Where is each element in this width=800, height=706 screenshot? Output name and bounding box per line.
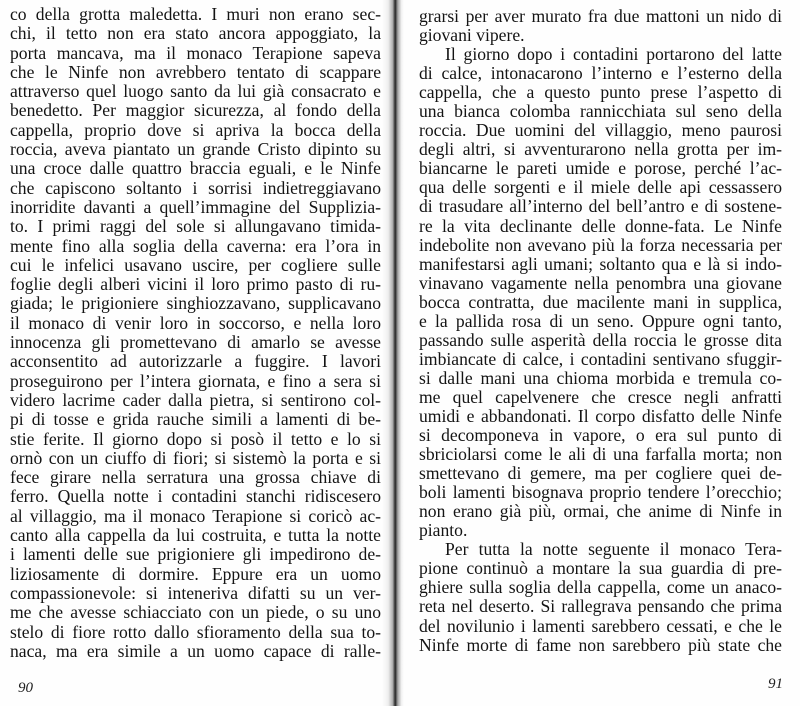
text-line: roccia. Due uomini del villaggio, meno paurosi xyxy=(419,121,782,141)
text-line: ghiere sulla soglia della cappella, come un anaco- xyxy=(419,578,782,598)
text-line: qua delle sorgenti e il miele delle api cessassero xyxy=(419,178,782,198)
page-number: 91 xyxy=(768,676,783,692)
text-line: Per tutta la notte seguente il monaco Tera- xyxy=(445,540,782,560)
text-line: re la vita declinante delle donne-fata. Le Ninfe xyxy=(419,216,782,236)
text-line: fece girare nella serratura una grossa chiave di xyxy=(10,468,381,488)
text-line: pi di tosse e grida rauche simili a lamenti di be- xyxy=(10,410,381,430)
text-line: indebolite non avevano più la forza necessaria per xyxy=(419,235,782,255)
text-line: grarsi per aver murato fra due mattoni un nido di xyxy=(419,7,782,26)
text-line: e la pallida rosa di un seno. Oppure ogni tanto, xyxy=(419,311,782,331)
text-line: cappella, che a questo punto prese l’aspetto di xyxy=(419,83,782,103)
text-line: di calce, intonacarono l’interno e l’esterno della xyxy=(419,64,782,84)
text-line: di trasudare all’interno del bell’antro e di sostene- xyxy=(419,197,782,217)
text-line: manifestarsi agli umani; soltanto qua e là si indo- xyxy=(419,254,782,274)
text-line: una croce dalle quattro braccia eguali, e le Ninfe xyxy=(10,159,381,179)
text-line: ferro. Quella notte i contadini stanchi ridiscesero xyxy=(10,487,381,507)
text-line: benedetto. Per maggior sicurezza, al fondo della xyxy=(10,101,381,121)
text-line: passando sulle asperità della roccia le grosse dita xyxy=(419,330,782,350)
text-line: giada; le prigioniere singhiozzavano, supplicavano xyxy=(10,294,381,314)
text-line: boli lamenti bisognava proprio tendere l’orecchio; xyxy=(419,483,782,503)
text-line: Il giorno dopo i contadini portarono del latte xyxy=(445,45,782,65)
text-line: che capiscono soltanto i sorrisi indietreggiavano xyxy=(10,178,381,198)
text-line: pianto. xyxy=(419,521,468,541)
text-line: cappella, proprio dove si apriva la bocca della xyxy=(10,120,381,140)
text-line: sbriciolarsi come le ali di una farfalla morta; non xyxy=(419,445,782,465)
text-line: imbiancate di calce, i contadini sentivano sfuggir- xyxy=(419,349,782,369)
text-line: innocenza gli promettevano di amarlo se avesse xyxy=(10,333,381,353)
text-line: proseguirono per l’intera giornata, e fino a sera si xyxy=(10,371,381,391)
text-line: acconsentito ad autorizzarle a fuggire. I lavori xyxy=(10,352,381,372)
page-number: 90 xyxy=(18,680,33,696)
text-line: foglie degli alberi vicini il loro primo pasto di ru- xyxy=(10,275,381,295)
text-line: me che avesse schiacciato con un piede, o su uno xyxy=(10,603,381,623)
right-page xyxy=(398,0,800,706)
text-line: non erano già più, ormai, che anime di Ninfe in xyxy=(419,502,782,522)
text-line: ornò con un ciuffo di fiori; si sistemò la porta e si xyxy=(10,448,381,468)
text-line: biancarne le pareti umide e porose, perché l’ac- xyxy=(419,159,782,179)
text-line: stie ferite. Il giorno dopo si posò il tetto e lo si xyxy=(10,429,381,449)
text-line: canto alla cappella da lui costruita, e tutta la notte xyxy=(10,526,381,546)
text-line: porta mancava, ma il monaco Terapione sapeva xyxy=(10,43,381,63)
text-line: si decomponeva in vapore, o era sul punto di xyxy=(419,426,782,446)
text-line: attraverso quel luogo santo da lui già consacrato e xyxy=(10,82,381,102)
page-text xyxy=(10,5,381,661)
text-line: videro lacrime cader dalla pietra, si sentirono col- xyxy=(10,390,381,410)
text-line: bocca contratta, due macilente mani in supplica, xyxy=(419,292,782,312)
text-line: degli altri, si avventurarono nella grotta per im- xyxy=(419,140,782,160)
text-line: giovani vipere. xyxy=(419,26,525,46)
text-line: umidi e abbandonati. Il corpo disfatto delle Ninfe xyxy=(419,406,782,426)
text-line: roccia, aveva piantato un grande Cristo dipinto su xyxy=(10,140,381,160)
text-line: che le Ninfe non avrebbero tentato di scappare xyxy=(10,62,381,82)
text-line: chi, il tetto non era stato ancora appoggiato, la xyxy=(10,24,381,44)
text-line: naca, ma era simile a un uomo capace di ralle- xyxy=(10,641,381,661)
text-line: il monaco di venir loro in soccorso, e nella loro xyxy=(10,313,381,333)
text-line: una bianca colomba rannicchiata sul seno della xyxy=(419,102,782,122)
text-line: liziosamente di dormire. Eppure era un uomo xyxy=(10,564,381,584)
text-line: me quel capelvenere che cresce negli anfratti xyxy=(419,387,782,407)
text-line: al villaggio, ma il monaco Terapione si coricò ac- xyxy=(10,506,381,526)
text-line: cui le infelici usavano uscire, per cogliere sulle xyxy=(10,255,381,275)
text-line: smettevano di gemere, ma per cogliere quei de- xyxy=(419,464,782,484)
text-line: vinavano vagamente nella penombra una giovane xyxy=(419,273,782,293)
text-line: to. I primi raggi del sole si allungavano timida- xyxy=(10,217,381,237)
text-line: inorridite davanti a quell’immagine del Supplizia- xyxy=(10,197,381,217)
left-page xyxy=(0,0,392,706)
text-line: pione continuò a montare la sua guardia di pre- xyxy=(419,559,782,579)
text-line: compassionevole: si inteneriva difatti su un ver- xyxy=(10,583,381,603)
text-line: co della grotta maledetta. I muri non erano sec- xyxy=(10,5,381,24)
text-line: mente fino alla soglia della caverna: era l’ora in xyxy=(10,236,381,256)
page-text xyxy=(419,7,782,655)
text-line: reta nel deserto. Si rallegrava pensando che prima xyxy=(419,597,782,617)
text-line: stelo di fiore rotto dallo sfioramento della sua to- xyxy=(10,622,381,642)
text-line: Ninfe morte di fame non sarebbero più state che xyxy=(419,635,782,655)
text-line: i lamenti delle sue prigioniere gli impedirono de- xyxy=(10,545,381,565)
text-line: del novilunio i lamenti sarebbero cessati, e che le xyxy=(419,616,782,636)
text-line: si dalle mani una chioma morbida e tremula co- xyxy=(419,368,782,388)
